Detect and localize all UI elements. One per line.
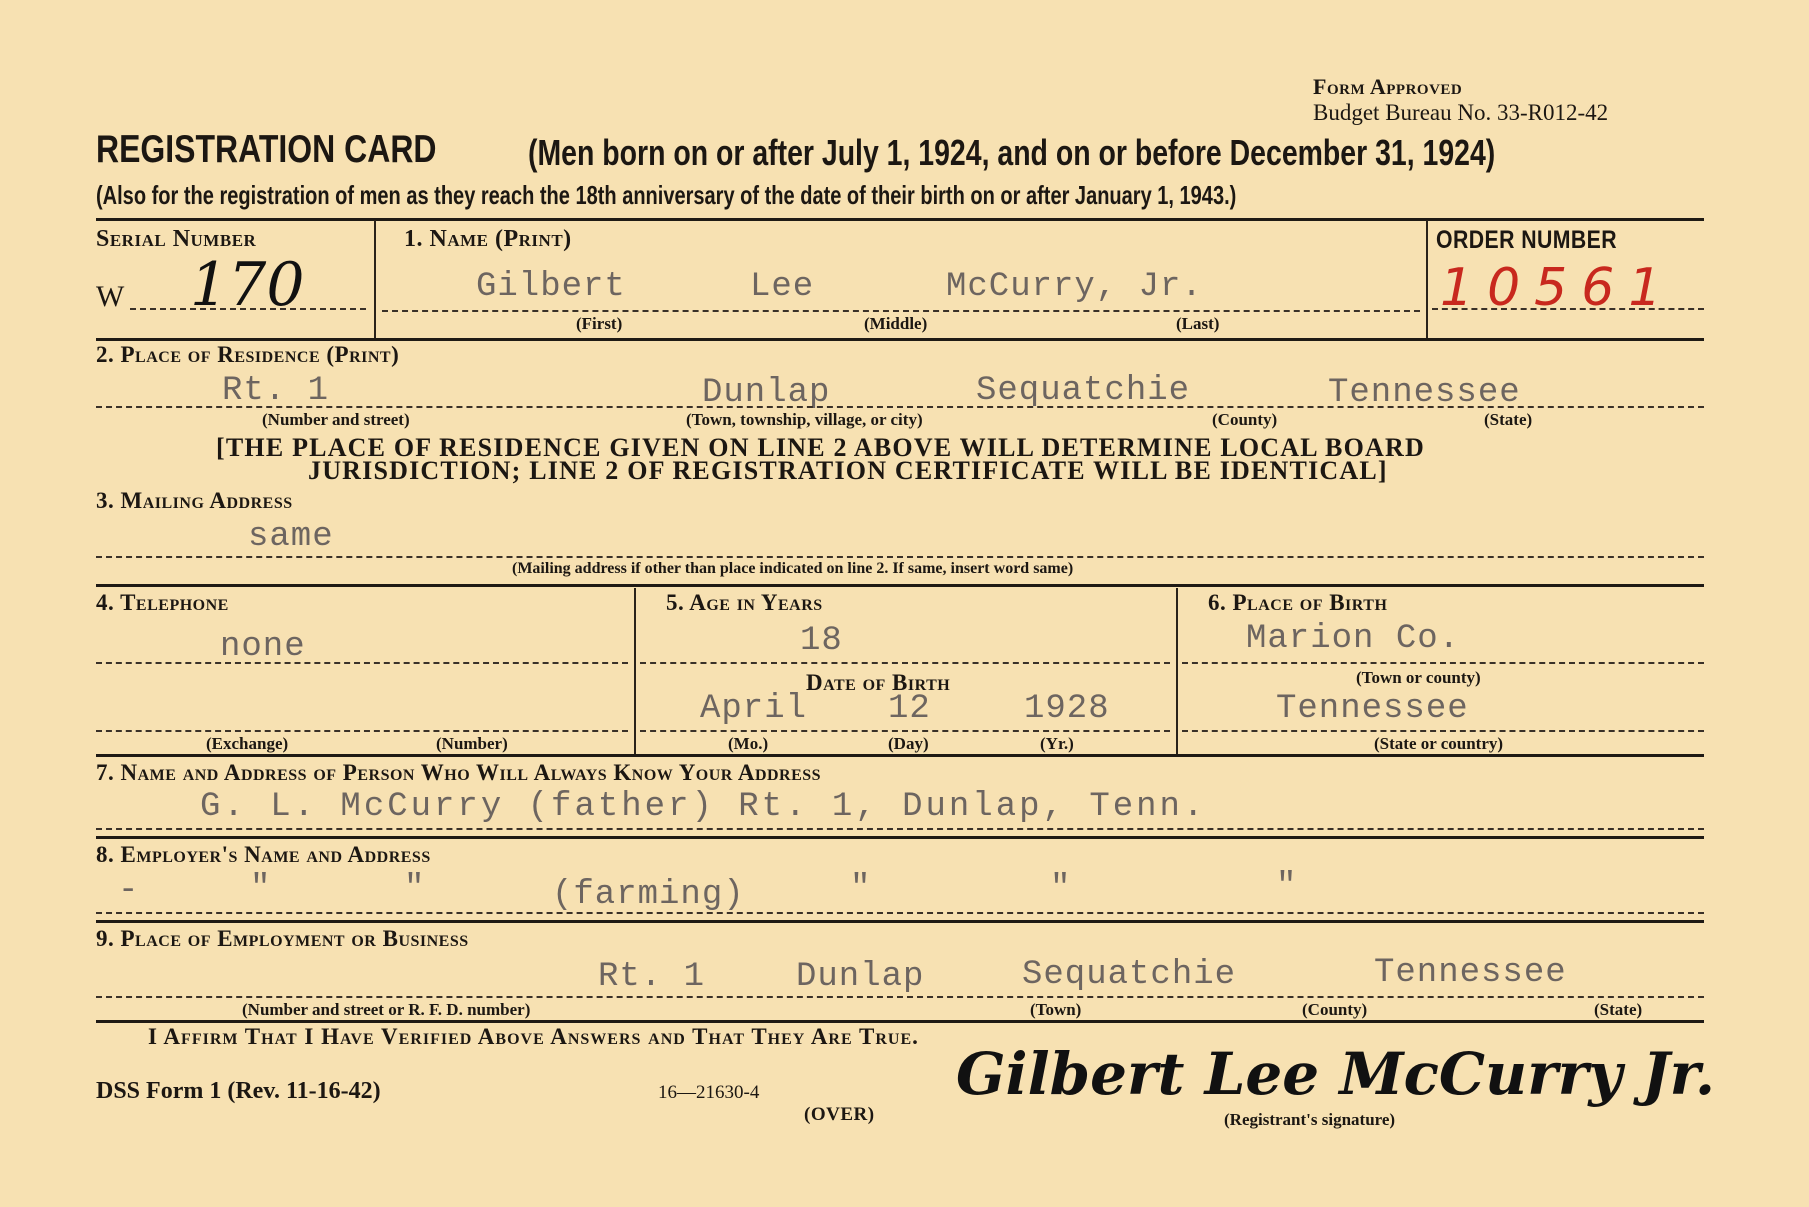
name-label: 1. Name (Print)	[404, 226, 572, 252]
town-caption: (Town, township, village, or city)	[686, 410, 923, 429]
employment-street: Rt. 1	[598, 958, 706, 996]
form-id: DSS Form 1 (Rev. 11-16-42)	[96, 1078, 381, 1104]
dob-label: Date of Birth	[806, 670, 951, 695]
residence-line	[96, 406, 1704, 408]
employer-ditto: "	[850, 870, 872, 908]
residence-label: 2. Place of Residence (Print)	[96, 342, 400, 367]
year-caption: (Yr.)	[1040, 734, 1074, 753]
card-subtitle: (Also for the registration of men as they reach the 18th anniversary of the date of their birth on or after January 1, 1943.)	[96, 180, 1237, 210]
divider	[96, 218, 1704, 221]
serial-number-value: 170	[190, 250, 305, 320]
order-number-value: 10561	[1440, 258, 1676, 318]
budget-bureau: Budget Bureau No. 33-R012-42	[1313, 100, 1609, 125]
first-name: Gilbert	[476, 268, 626, 306]
divider	[96, 338, 1704, 341]
dob-day: 12	[888, 690, 931, 728]
birthplace-town: Marion Co.	[1246, 620, 1461, 658]
employment-town: Dunlap	[796, 958, 925, 996]
divider	[96, 754, 1704, 757]
employer-ditto: "	[1276, 868, 1298, 906]
form-approved: Form Approved	[1313, 74, 1463, 99]
print-code: 16—21630-4	[658, 1082, 760, 1103]
divider	[1426, 220, 1428, 338]
birthplace-line	[1182, 662, 1704, 664]
employer-label: 8. Employer's Name and Address	[96, 842, 431, 867]
employment-label: 9. Place of Employment or Business	[96, 926, 469, 951]
age-value: 18	[800, 622, 843, 660]
residence-street: Rt. 1	[222, 372, 330, 410]
residence-state: Tennessee	[1328, 374, 1521, 412]
employment-state: Tennessee	[1374, 954, 1567, 992]
employer-line	[96, 912, 1704, 914]
exchange-caption: (Exchange)	[206, 734, 289, 753]
serial-number-label: Serial Number	[96, 226, 257, 252]
birthplace-line	[1182, 730, 1704, 732]
divider	[96, 836, 1704, 839]
order-number-label: ORDER NUMBER	[1436, 226, 1618, 254]
mailing-label: 3. Mailing Address	[96, 488, 293, 513]
telephone-line	[96, 730, 628, 732]
divider	[96, 584, 1704, 587]
divider	[1176, 588, 1178, 754]
telephone-line	[96, 662, 628, 664]
birthplace-state-caption: (State or country)	[1374, 734, 1504, 753]
state-caption: (State)	[1484, 410, 1533, 429]
residence-notice-2: JURISDICTION; LINE 2 OF REGISTRATION CERTIFICATE WILL BE IDENTICAL]	[308, 456, 1388, 485]
mailing-line	[96, 556, 1704, 558]
card-title: REGISTRATION CARD	[96, 128, 437, 171]
age-line	[640, 662, 1170, 664]
residence-county: Sequatchie	[976, 372, 1191, 410]
last-caption: (Last)	[1176, 314, 1220, 333]
last-name: McCurry, Jr.	[946, 268, 1203, 306]
telephone-value: none	[220, 628, 306, 666]
divider	[96, 1020, 1704, 1023]
dob-year: 1928	[1024, 690, 1110, 728]
birthplace-town-caption: (Town or county)	[1356, 668, 1481, 687]
title-note: (Men born on or after July 1, 1924, and on or before December 31, 1924)	[528, 132, 1496, 173]
middle-caption: (Middle)	[864, 314, 928, 333]
mailing-value: same	[248, 518, 334, 556]
dob-month: April	[700, 690, 808, 728]
signature-caption: (Registrant's signature)	[1224, 1110, 1396, 1129]
divider	[96, 920, 1704, 923]
month-caption: (Mo.)	[728, 734, 769, 753]
affirmation: I Affirm That I Have Verified Above Answers and That They Are True.	[148, 1024, 919, 1049]
employer-ditto: "	[404, 870, 426, 908]
divider	[374, 220, 376, 338]
employment-street-caption: (Number and street or R. F. D. number)	[242, 1000, 531, 1019]
contact-line	[96, 828, 1704, 830]
number-caption: (Number)	[436, 734, 508, 753]
employer-ditto: "	[1050, 870, 1072, 908]
registrant-signature: Gilbert Lee McCurry Jr.	[956, 1040, 1716, 1108]
employer-dash: -	[118, 872, 140, 910]
employer-value: (farming)	[552, 876, 745, 914]
over-label: (OVER)	[804, 1104, 875, 1125]
age-label: 5. Age in Years	[666, 590, 823, 615]
first-caption: (First)	[576, 314, 623, 333]
residence-town: Dunlap	[702, 374, 831, 412]
middle-name: Lee	[750, 268, 815, 306]
employment-county-caption: (County)	[1302, 1000, 1368, 1019]
contact-value: G. L. McCurry (father) Rt. 1, Dunlap, Tenn.	[200, 788, 1207, 826]
day-caption: (Day)	[888, 734, 929, 753]
contact-label: 7. Name and Address of Person Who Will Always Know Your Address	[96, 760, 822, 785]
name-line	[382, 310, 1420, 312]
mailing-caption: (Mailing address if other than place indicated on line 2. If same, insert word same)	[512, 560, 1074, 577]
employment-town-caption: (Town)	[1030, 1000, 1082, 1019]
residence-notice-1: [THE PLACE OF RESIDENCE GIVEN ON LINE 2 ABOVE WILL DETERMINE LOCAL BOARD	[216, 433, 1425, 462]
birthplace-state: Tennessee	[1276, 690, 1469, 728]
street-caption: (Number and street)	[262, 410, 410, 429]
employment-state-caption: (State)	[1594, 1000, 1643, 1019]
telephone-label: 4. Telephone	[96, 590, 229, 615]
order-line	[1432, 308, 1704, 310]
serial-prefix: W	[96, 280, 125, 313]
employer-ditto: "	[250, 870, 272, 908]
dob-line	[640, 730, 1170, 732]
divider	[634, 588, 636, 754]
employment-county: Sequatchie	[1022, 956, 1237, 994]
employment-line	[96, 996, 1704, 998]
birthplace-label: 6. Place of Birth	[1208, 590, 1388, 615]
county-caption: (County)	[1212, 410, 1278, 429]
